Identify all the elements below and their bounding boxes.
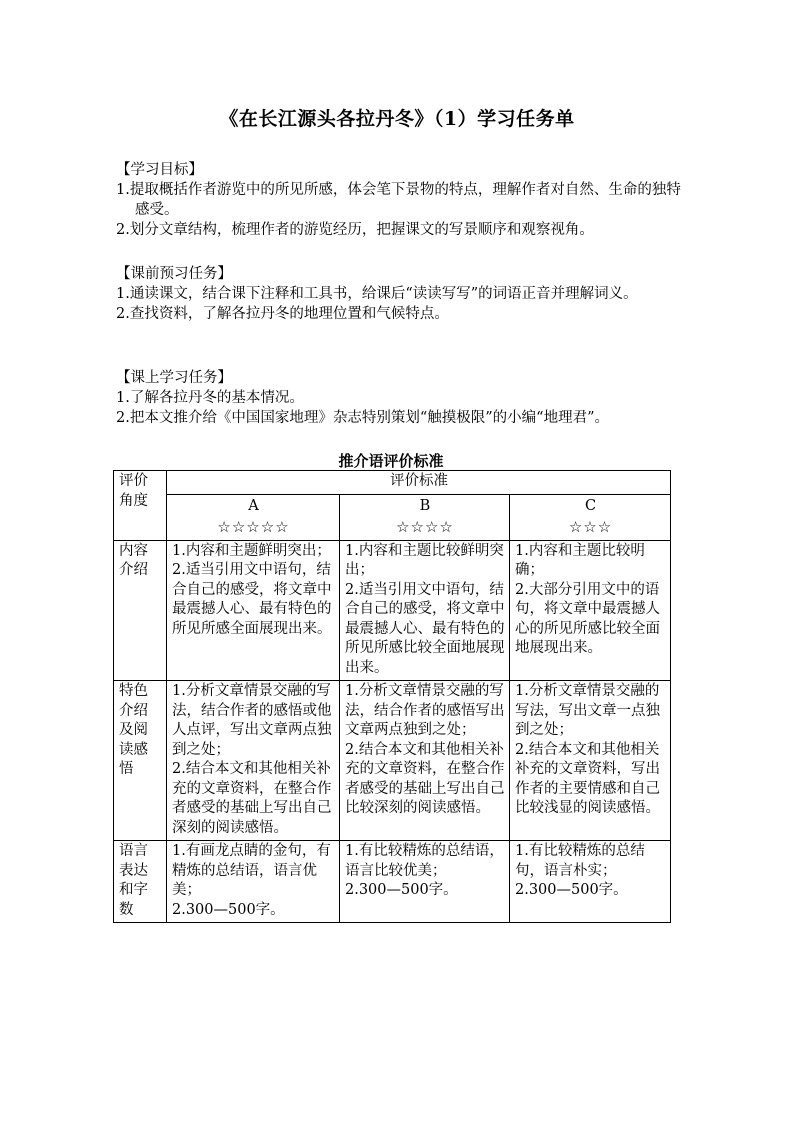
star-rating: ☆☆☆ bbox=[568, 517, 613, 536]
inclass-heading: 【课上学习任务】 bbox=[116, 370, 232, 386]
rubric-caption: 推介语评价标准 bbox=[338, 452, 444, 470]
inclass-section bbox=[116, 368, 686, 428]
rubric-header-row bbox=[114, 471, 671, 495]
dimension-cell: 特色介绍及阅读感悟 bbox=[114, 681, 167, 841]
level-a-cell bbox=[167, 494, 340, 540]
criteria-cell bbox=[167, 540, 340, 681]
criteria-cell bbox=[510, 681, 671, 841]
criteria-cell bbox=[510, 841, 671, 923]
goals-heading: 【学习目标】 bbox=[116, 162, 203, 178]
criteria-line: 1.内容和主题比较鲜明突出； bbox=[345, 542, 504, 578]
standard-header: 评价标准 bbox=[167, 471, 671, 495]
criteria-line: 1.内容和主题鲜明突出； bbox=[172, 542, 331, 559]
dimension-cell: 内容介绍 bbox=[114, 540, 167, 681]
criteria-line: 2.300—500字。 bbox=[515, 882, 628, 898]
goal-item: 1.提取概括作者游览中的所见所感，体会笔下景物的特点，理解作者对自然、生命的独特感受。 bbox=[116, 182, 681, 218]
criteria-line: 2.大部分引用文中的语句，将文章中最震撼人心的所见所感比较全面地展现出来。 bbox=[515, 581, 660, 656]
level-label: B bbox=[419, 497, 431, 514]
criteria-line: 2.300—500字。 bbox=[345, 882, 458, 898]
criteria-line: 2.300—500字。 bbox=[172, 901, 285, 918]
dimension-cell: 语言表达和字数 bbox=[114, 841, 167, 923]
criteria-cell bbox=[510, 540, 671, 681]
level-label: A bbox=[248, 497, 259, 514]
rubric-row-features bbox=[114, 681, 671, 841]
preview-section bbox=[116, 264, 686, 324]
level-label: C bbox=[584, 497, 597, 514]
inclass-item: 1.了解各拉丹冬的基本情况。 bbox=[116, 390, 304, 406]
criteria-cell bbox=[340, 540, 510, 681]
criteria-line: 1.分析文章情景交融的写法，写出文章一点独到之处； bbox=[515, 683, 660, 738]
criteria-line: 1.有比较精炼的总结句，语言朴实； bbox=[515, 843, 645, 879]
dimension-header: 评价角度 bbox=[114, 471, 167, 541]
preview-item: 2.查找资料，了解各拉丹冬的地理位置和气候特点。 bbox=[116, 306, 449, 322]
goal-item: 2.划分文章结构，梳理作者的游览经历，把握课文的写景顺序和观察视角。 bbox=[116, 222, 594, 238]
page-title: 《在长江源头各拉丹冬》（1）学习任务单 bbox=[219, 108, 575, 130]
criteria-line: 2.结合本文和其他相关补充的文章资料，在整合作者感受的基础上写出自己深刻的阅读感悟。 bbox=[172, 761, 332, 836]
preview-heading: 【课前预习任务】 bbox=[116, 266, 232, 282]
preview-item: 1.通读课文，结合课下注释和工具书，给课后“读读写写”的词语正音并理解词义。 bbox=[116, 286, 638, 302]
criteria-cell bbox=[340, 681, 510, 841]
goals-section bbox=[116, 160, 686, 240]
criteria-cell bbox=[340, 841, 510, 923]
criteria-line: 1.分析文章情景交融的写法，结合作者的感悟写出文章两点独到之处； bbox=[345, 683, 505, 738]
criteria-line: 2.结合本文和其他相关补充的文章资料，在整合作者感受的基础上写出自己比较深刻的阅读感悟。 bbox=[345, 741, 505, 816]
star-rating: ☆☆☆☆ bbox=[396, 517, 454, 536]
criteria-line: 1.分析文章情景交融的写法，结合作者的感悟或他人点评，写出文章两点独到之处； bbox=[172, 683, 332, 758]
criteria-line: 2.结合本文和其他相关补充的文章资料，写出作者的主要情感和自己比较浅显的阅读感悟。 bbox=[515, 741, 660, 816]
criteria-line: 2.适当引用文中语句，结合自己的感受，将文章中最震撼人心、最有特色的所见所感比较全面地展现出来。 bbox=[345, 581, 505, 676]
criteria-line: 2.适当引用文中语句，结合自己的感受，将文章中最震撼人心、最有特色的所见所感全面展现出来。 bbox=[172, 562, 332, 637]
criteria-cell bbox=[167, 841, 340, 923]
rubric-table bbox=[113, 470, 671, 923]
rubric-level-row bbox=[114, 494, 671, 540]
criteria-line: 1.内容和主题比较明确； bbox=[515, 542, 645, 578]
rubric-row-content bbox=[114, 540, 671, 681]
star-rating: ☆☆☆☆☆ bbox=[217, 517, 290, 536]
criteria-line: 1.有画龙点睛的金句，有精炼的总结语，语言优美； bbox=[172, 843, 331, 898]
inclass-item: 2.把本文推介给《中国国家地理》杂志特别策划“触摸极限”的小编“地理君”。 bbox=[116, 410, 609, 426]
level-b-cell bbox=[340, 494, 510, 540]
level-c-cell bbox=[510, 494, 671, 540]
criteria-cell bbox=[167, 681, 340, 841]
criteria-line: 1.有比较精炼的总结语，语言比较优美； bbox=[345, 843, 504, 879]
rubric-row-language bbox=[114, 841, 671, 923]
